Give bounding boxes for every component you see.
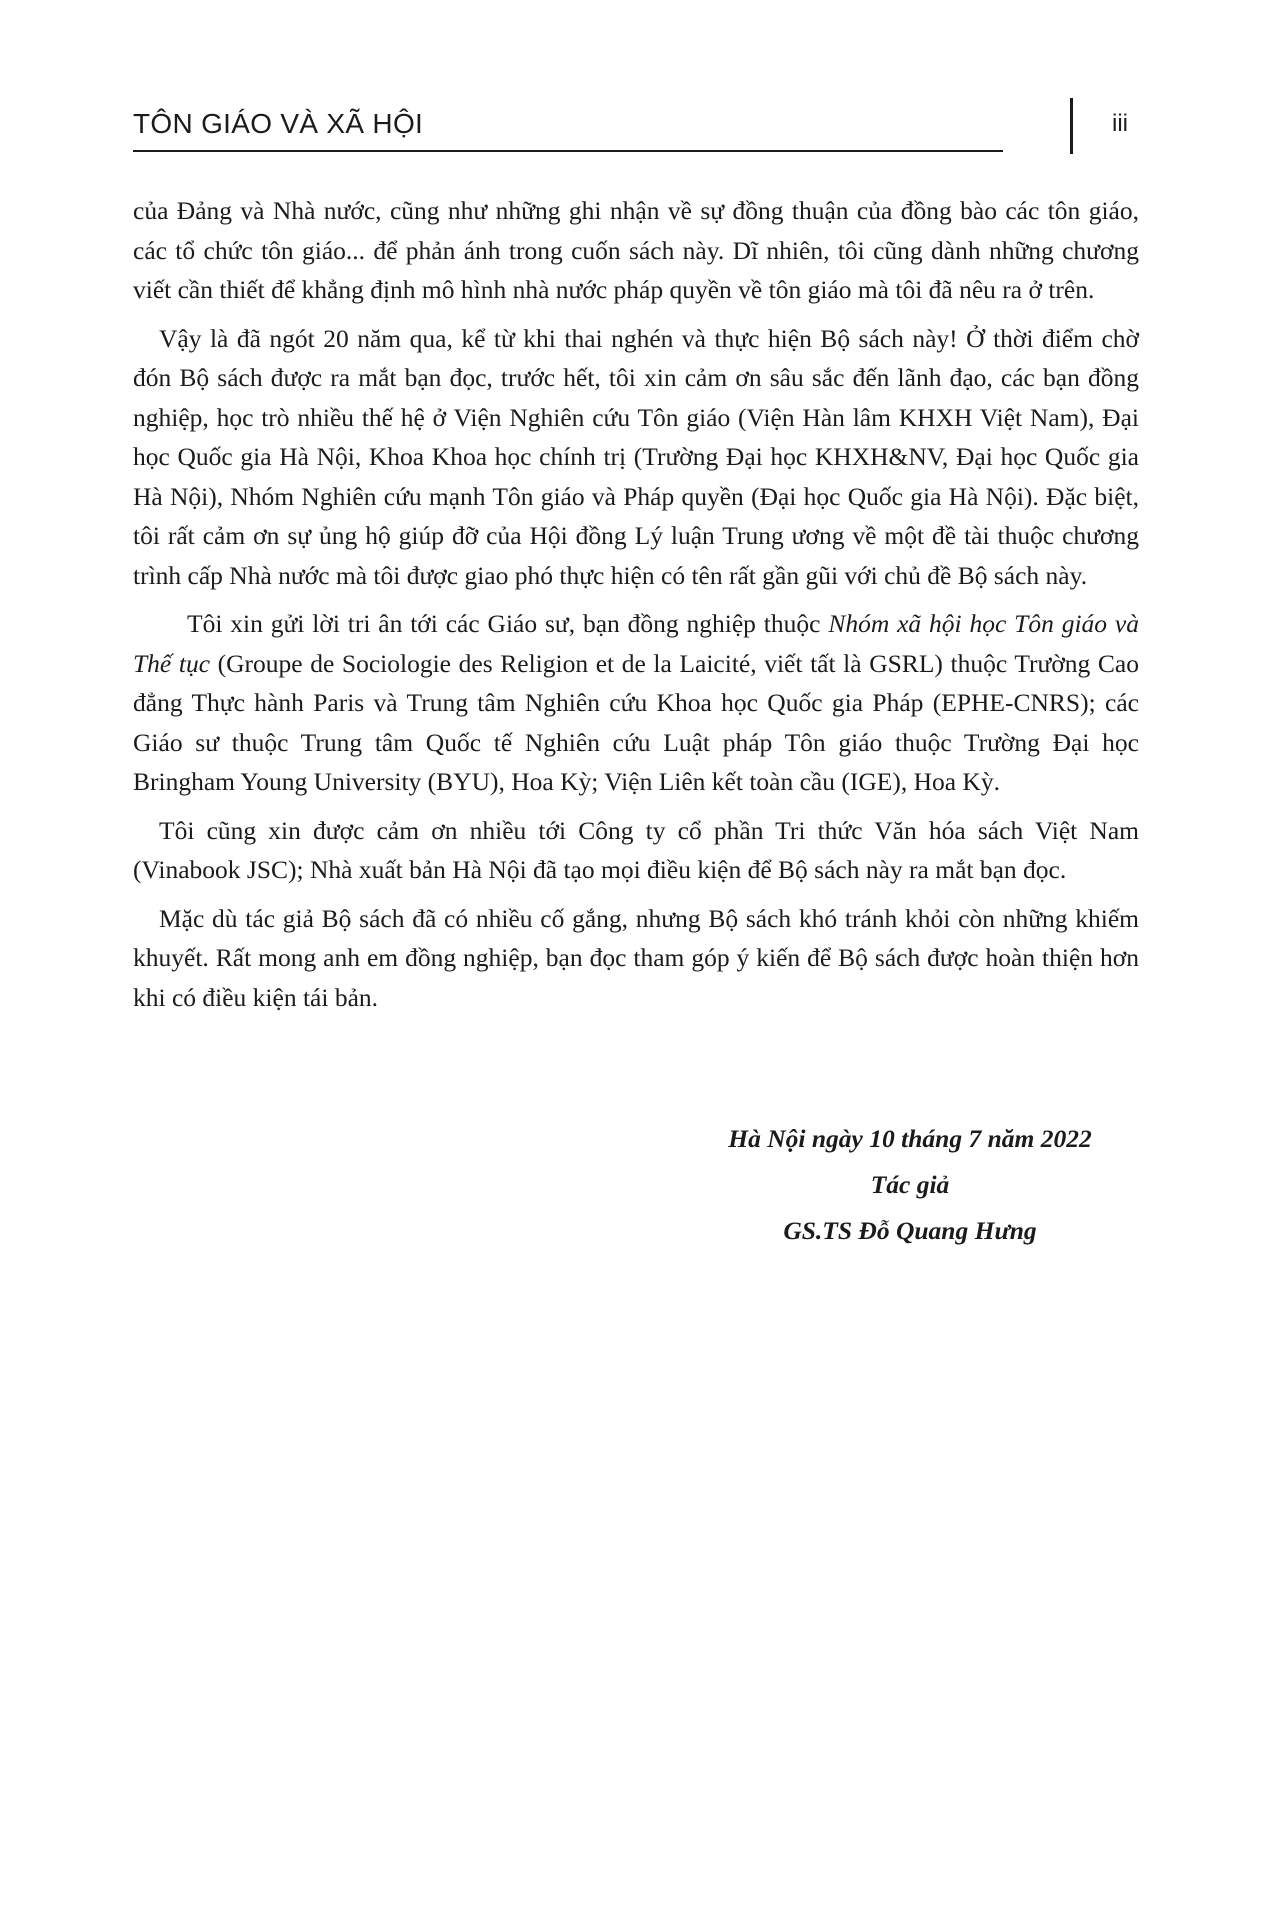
- paragraph-4: Tôi cũng xin được cảm ơn nhiều tới Công ty cổ phần Tri thức Văn hóa sách Việt Nam (Vinabook JSC); Nhà xuất bản Hà Nội đã tạo mọi điều kiện để Bộ sách này ra mắt bạn đọc.: [133, 815, 1139, 884]
- paragraph-1: của Đảng và Nhà nước, cũng như những ghi nhận về sự đồng thuận của đồng bào các tôn giáo, các tổ chức tôn giáo... để phản ánh trong cuốn sách này. Dĩ nhiên, tôi cũng dành những chương viết cần thiết để khẳng định mô hình nhà nước pháp quyền về tôn giáo mà tôi đã nêu ra ở trên.: [133, 196, 1139, 304]
- paragraph-3: [133, 604, 1139, 802]
- page-number: iii: [1112, 110, 1128, 137]
- paragraph-5: Mặc dù tác giả Bộ sách đã có nhiều cố gắng, nhưng Bộ sách khó tránh khỏi còn những khiếm khuyết. Rất mong anh em đồng nghiệp, bạn đọc tham góp ý kiến để Bộ sách được hoàn thiện hơn khi có điều kiện tái bản.: [133, 903, 1139, 1012]
- header-divider: [1070, 98, 1073, 154]
- signature-role: Tác giả: [870, 1170, 950, 1199]
- body-text: [133, 191, 1139, 1026]
- signature-block: [600, 1116, 1220, 1254]
- signature-author: GS.TS Đỗ Quang Hưng: [783, 1216, 1037, 1245]
- signature-place-date: Hà Nội ngày 10 tháng 7 năm 2022: [728, 1124, 1092, 1153]
- paragraph-3-lead: Tôi xin gửi lời tri ân tới các Giáo sư, bạn đồng nghiệp thuộc: [187, 609, 829, 638]
- page-header: [133, 108, 1003, 152]
- running-title: TÔN GIÁO VÀ XÃ HỘI: [133, 108, 424, 139]
- paragraph-3-rest: (Groupe de Sociologie des Religion et de la Laicité, viết tất là GSRL) thuộc Trường Cao đẳng Thực hành Paris và Trung tâm Nghiên cứu Khoa học Quốc gia Pháp (EPHE-CNRS); các Giáo sư thuộc Trung tâm Quốc tế Nghiên cứu Luật pháp Tôn giáo thuộc Trường Đại học Bringham Young University (BYU), Hoa Kỳ; Viện Liên kết toàn cầu (IGE), Hoa Kỳ.: [133, 648, 1139, 796]
- paragraph-3-italic: Nhóm xã hội học Tôn giáo và Thế tục: [133, 609, 1139, 678]
- header-rule: [133, 150, 1003, 152]
- paragraph-2: Vậy là đã ngót 20 năm qua, kể từ khi thai nghén và thực hiện Bộ sách này! Ở thời điểm chờ đón Bộ sách được ra mắt bạn đọc, trước hết, tôi xin cảm ơn sâu sắc đến lãnh đạo, các bạn đồng nghiệp, học trò nhiều thế hệ ở Viện Nghiên cứu Tôn giáo (Viện Hàn lâm KHXH Việt Nam), Đại học Quốc gia Hà Nội, Khoa Khoa học chính trị (Trường Đại học KHXH&NV, Đại học Quốc gia Hà Nội), Nhóm Nghiên cứu mạnh Tôn giáo và Pháp quyền (Đại học Quốc gia Hà Nội). Đặc biệt, tôi rất cảm ơn sự ủng hộ giúp đỡ của Hội đồng Lý luận Trung ương về một đề tài thuộc chương trình cấp Nhà nước mà tôi được giao phó thực hiện có tên rất gần gũi với chủ đề Bộ sách này.: [133, 323, 1139, 590]
